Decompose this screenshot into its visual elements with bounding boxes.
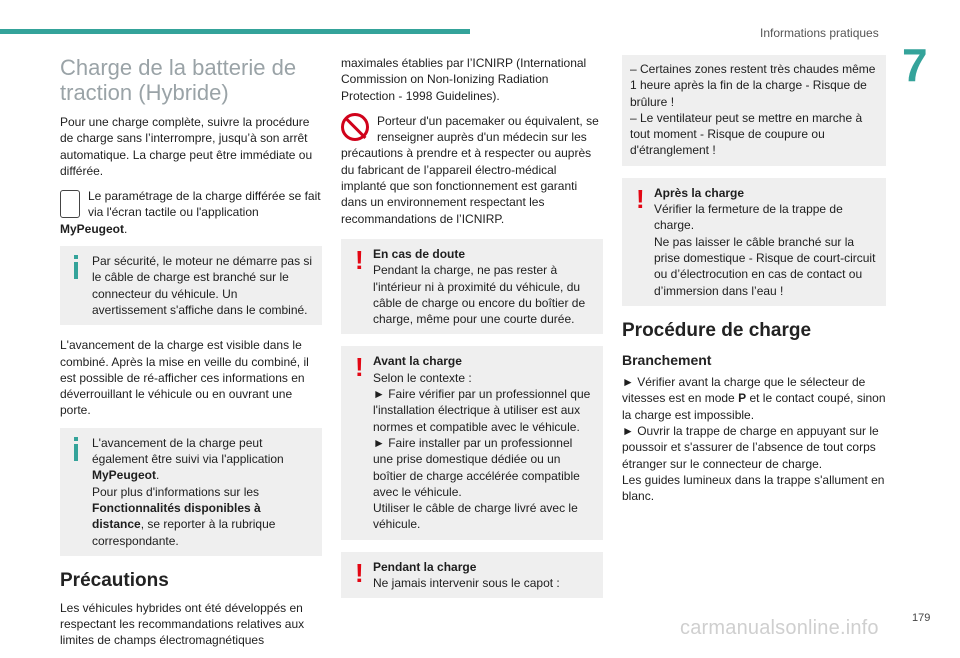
no-pacemaker-icon <box>341 113 369 141</box>
warning-text: ► Faire installer par un professionnel une prise domestique dédiée ou un boîtier de charge accélérée compatible avec le véhicule. <box>373 435 580 499</box>
warning-box <box>341 239 603 334</box>
info-text: L'avancement de la charge peut également être suivi via l'application <box>92 435 284 467</box>
warning-text: Utiliser le câble de charge livré avec le véhicule. <box>373 501 578 532</box>
warning-text: ► Faire vérifier par un professionnel que l'installation électrique à utiliser est aux normes et compatible avec le véhicule. <box>373 387 591 434</box>
warning-title: Avant la charge <box>373 354 462 369</box>
warning-text: Vérifier la fermeture de la trappe de charge. <box>654 202 843 233</box>
info-icon <box>68 437 84 463</box>
info-text: Pour plus d'informations sur les <box>92 484 260 499</box>
header-accent-bar <box>0 29 470 34</box>
header-title: Informations pratiques <box>760 26 879 40</box>
smartphone-icon <box>60 190 80 218</box>
warning-text: Ne pas laisser le câble branché sur la prise domestique - Risque de court-circuit ou d’électrocution en cas de contact ou d’immersion dans l’eau ! <box>654 234 876 298</box>
column-1 <box>60 55 322 658</box>
warning-title: Pendant la charge <box>373 559 477 574</box>
paragraph: L'avancement de la charge est visible dans le combiné. Après la mise en veille du combiné, il est possible de ré-afficher ces informations en déverrouillant le véhicule ou en ouvrant une porte. <box>60 338 309 418</box>
paragraph: Pour une charge complète, suivre la procédure de charge sans l’interrompre, jusqu’à son arrêt automatique. La charge peut être immédiate ou différée. <box>60 115 313 178</box>
column-3 <box>622 55 886 505</box>
feature-name: Fonctionnalités disponibles à distance <box>92 500 261 532</box>
step-text: ► Vérifier avant la charge que le sélecteur de vitesses est en mode <box>622 375 866 406</box>
warning-title: Après la charge <box>654 185 745 200</box>
paragraph: Le paramétrage de la charge différée se fait via l'écran tactile ou l'application <box>88 189 321 220</box>
section-title-precautions: Précautions <box>60 569 169 591</box>
chapter-number: 7 <box>902 39 928 91</box>
paragraph: Les guides lumineux dans la trappe s'allument en blanc. <box>622 472 885 504</box>
warning-text: Pendant la charge, ne pas rester à l'intérieur ni à proximité du véhicule, du câble de charge ou encore du boîtier de charge, même pour une courte durée. <box>373 263 586 327</box>
warning-title: En cas de doute <box>373 246 466 261</box>
subsection-title-branchement: Branchement <box>622 351 712 368</box>
warning-text: – Le ventilateur peut se mettre en marche à tout moment - Risque de coupure ou d'étranglement ! <box>630 110 863 158</box>
info-box <box>60 246 322 325</box>
step-text: ► Ouvrir la trappe de charge en appuyant sur le poussoir et s'assurer de l’absence de tout corps étranger sur le connecteur de charge. <box>622 424 879 471</box>
paragraph: Porteur d'un pacemaker ou équivalent, se renseigner auprès d'un médecin sur les précautions à prendre et à respecter ou auprès du fabricant de l’appareil électro-médical implanté que son fonctionnement est garanti dans un environnement respectant les recommandations de l’ICNIRP. <box>341 113 599 226</box>
section-title-charge: Charge de la batterie de traction (Hybride) <box>60 55 297 105</box>
paragraph: Les véhicules hybrides ont été développés en respectant les recommandations relatives aux limites de champs électromagnétiques <box>60 600 305 648</box>
page-number: 179 <box>912 612 931 624</box>
warning-icon: ! <box>355 244 364 275</box>
pacemaker-note <box>341 113 603 227</box>
warning-icon: ! <box>636 183 645 214</box>
gear-mode: P <box>738 391 747 406</box>
info-icon <box>68 255 84 281</box>
warning-box <box>341 552 603 599</box>
warning-text: Ne jamais intervenir sous le capot : <box>373 576 560 591</box>
warning-box-continued <box>622 55 886 166</box>
paragraph <box>622 374 886 423</box>
deferred-charge-note: Le paramétrage de la charge différée se fait via l'écran tactile ou l'application MyPeugeot. <box>60 189 321 236</box>
warning-text: Selon le contexte : <box>373 370 472 385</box>
app-name: MyPeugeot <box>60 221 125 236</box>
info-box: L'avancement de la charge peut également être suivi via l'application MyPeugeot. Pour plus d'informations sur les Fonctionnalités disponibles à distance, se reporter à la rubrique correspondante. <box>60 428 322 556</box>
column-2 <box>341 55 603 610</box>
warning-icon: ! <box>355 352 364 383</box>
watermark: carmanualsonline.info <box>680 617 879 639</box>
info-text: , se reporter à la rubrique correspondante. <box>92 517 276 548</box>
warning-icon: ! <box>355 557 364 588</box>
app-name: MyPeugeot <box>92 468 157 483</box>
info-text: Par sécurité, le moteur ne démarre pas si le câble de charge est branché sur le connecteur du véhicule. Un avertissement s'affiche dans le combiné. <box>92 254 313 317</box>
warning-box <box>622 178 886 306</box>
step-text: et le contact coupé, sinon la charge est impossible. <box>622 391 886 422</box>
section-title-procedure: Procédure de charge <box>622 319 812 341</box>
warning-text: – Certaines zones restent très chaudes même 1 heure après la fin de la charge - Risque de brûlure ! <box>630 62 876 109</box>
paragraph: maximales établies par l’ICNIRP (International Commission on Non-Ionizing Radiation Protection - 1998 Guidelines). <box>341 56 587 103</box>
warning-box <box>341 346 603 539</box>
